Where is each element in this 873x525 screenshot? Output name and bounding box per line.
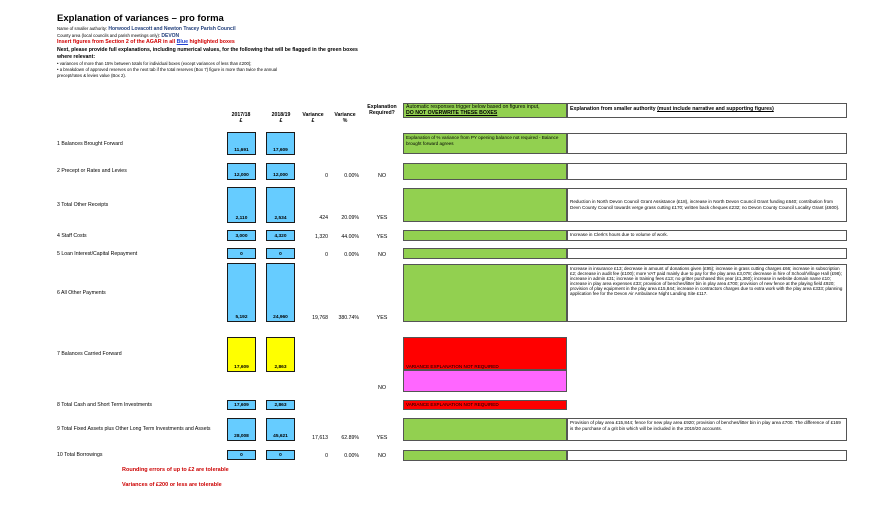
- explanation-input-row-5[interactable]: [567, 248, 847, 259]
- instruction-2: • a breakdown of approved reserves on the next tab if the total reserves (Box 7) figure is more than twice the annual: [57, 67, 278, 72]
- variance-pct-row-10: 0.00%: [344, 453, 359, 459]
- variance-row-4: 1,320: [315, 234, 328, 240]
- explanation-required-row-2: NO: [377, 173, 387, 179]
- page-title: Explanation of variances – pro forma: [57, 13, 224, 24]
- instruction-3: precept/rates & levies value (Box 2).: [57, 73, 127, 78]
- input-2018-19-row-1[interactable]: 17,609: [266, 132, 295, 155]
- variance-pct-row-2: 0.00%: [344, 173, 359, 179]
- variance-pct-row-4: 44.00%: [341, 234, 359, 240]
- explanation-required-row-4: YES: [376, 234, 388, 240]
- auto-response-row-2: [403, 163, 567, 180]
- county-value[interactable]: DEVON: [161, 33, 180, 39]
- auto-response-row-4: [403, 230, 567, 241]
- input-2017-18-row-1[interactable]: 11,691: [227, 132, 256, 155]
- explanation-input-row-10[interactable]: [567, 450, 847, 461]
- auto-response-row-5: [403, 248, 567, 259]
- blue-link: Blue: [176, 39, 189, 45]
- row-label-5: 5 Loan Interest/Capital Repayment: [57, 251, 138, 257]
- county-label: County area (local councils and parish meetings only):: [57, 33, 161, 38]
- auto-response-row-8: VARIANCE EXPLANATION NOT REQUIRED: [403, 400, 567, 410]
- explanation-required-row-3: YES: [376, 215, 388, 221]
- input-2018-19-row-2[interactable]: 12,000: [266, 163, 295, 180]
- row-label-3: 3 Total Other Receipts: [57, 202, 109, 208]
- input-2018-19-row-8[interactable]: 2,863: [266, 400, 295, 410]
- instructions-heading: Next, please provide full explanations, including numerical values, for the following that will be flagged in the green boxes where relevant:: [57, 47, 358, 60]
- input-2018-19-row-9[interactable]: 45,621: [266, 418, 295, 441]
- variance-row-10: 0: [325, 453, 328, 459]
- col-header-2017-18: 2017/18 £: [231, 112, 251, 124]
- col-header-variance-pct: Variance %: [334, 112, 356, 124]
- explanation-required-row-10: NO: [377, 453, 387, 459]
- col-header-2018-19: 2018/19 £: [271, 112, 291, 124]
- input-2017-18-row-2[interactable]: 12,000: [227, 163, 256, 180]
- rounding-note: Rounding errors of up to £2 are tolerable: [122, 467, 229, 473]
- input-2018-19-row-3[interactable]: 2,534: [266, 187, 295, 223]
- auto-response-row-7: VARIANCE EXPLANATION NOT REQUIRED: [403, 337, 567, 370]
- variance-pct-row-9: 62.89%: [341, 435, 359, 441]
- explanation-required-row-7: NO: [377, 385, 387, 391]
- input-2017-18-row-9[interactable]: 28,008: [227, 418, 256, 441]
- row-label-7: 7 Balances Carried Forward: [57, 351, 122, 357]
- variance-tolerance-note: Variances of £200 or less are tolerable: [122, 482, 222, 488]
- authority-name-row: [57, 26, 236, 32]
- instruction-1: • variances of more than 15% between totals for individual boxes (except variances of less than £200);: [57, 61, 252, 66]
- auto-response-row-3: [403, 188, 567, 222]
- input-2017-18-row-10[interactable]: 0: [227, 450, 256, 460]
- input-2017-18-row-4[interactable]: 3,000: [227, 230, 256, 241]
- input-2017-18-row-8[interactable]: 17,609: [227, 400, 256, 410]
- auto-response-row-1: Explanation of % variance from PY opening balance not required - Balance brought forward agrees: [403, 133, 567, 154]
- authority-name-label: Name of smaller authority:: [57, 26, 108, 31]
- input-2018-19-row-6[interactable]: 24,960: [266, 263, 295, 322]
- explanation-required-row-6: YES: [376, 315, 388, 321]
- variance-row-9: 17,613: [312, 435, 328, 441]
- auto-response-row-10: [403, 450, 567, 461]
- auto-response-row-6: [403, 264, 567, 322]
- input-2017-18-row-6[interactable]: 5,192: [227, 263, 256, 322]
- explanation-header: Explanation from smaller authority (must include narrative and supporting figures): [567, 103, 847, 118]
- row-label-10: 10 Total Borrowings: [57, 452, 103, 458]
- authority-name-value[interactable]: Horwood Lovacott and Newton Tracey Parish Council: [108, 26, 236, 32]
- explanation-input-row-6[interactable]: Increase in insurance £13; decrease in amount of donations given (£95); increase in grass cutting charges £66; increase in subscription £2; decrease in audit fee (£100); more VAT paid mainly due to pay for the play area £3,078; decrease in hire of School/Village Hall (£98); increase in admin £31; increase in training fees £13; no gritter purchased this year (£1,360); increase in website domain name £10; increase in play area expenses £33; provision of benches/litter bin in play area £700; provision of new fence at the playing field £920; provision of play equipment in the play area £15,844; increase in contractors charges due to extra work with the play area £333; planning application fee for the Devon Air Ambulance Night Landing Site £117.: [567, 264, 847, 322]
- col-header-variance: Variance £: [302, 112, 324, 124]
- explanation-input-row-1[interactable]: [567, 133, 847, 154]
- explanation-input-row-9[interactable]: Provision of play area £15,844; fence for new play area £920; provision of benches/litter bin in play area £700. The difference of £169 is the purchase of a grit bin which will be included in the 2019/20 accounts.: [567, 418, 847, 441]
- auto-responses-header: Automatic responses trigger below based on figures input, DO NOT OVERWRITE THESE BOXES: [403, 103, 567, 118]
- variance-row-5: 0: [325, 252, 328, 258]
- explanation-input-row-3[interactable]: Reduction in North Devon Council Grant Assistance (£18), increase in North Devon Council Grant funding £640; contribution from Devn County Council towards verge grass cutting £170; written back cheques £232; no Devon County Council Locality Grant (£600).: [567, 188, 847, 222]
- explanation-input-row-4[interactable]: Increase in Clerk's hours due to volume of work.: [567, 230, 847, 241]
- value-2017-18-row-7: 17,609: [227, 337, 256, 372]
- row-label-8: 8 Total Cash and Short Term Investments: [57, 402, 152, 408]
- variance-pct-row-3: 20.09%: [341, 215, 359, 221]
- row-label-2: 2 Precept or Rates and Levies: [57, 168, 127, 174]
- input-2018-19-row-4[interactable]: 4,320: [266, 230, 295, 241]
- row-label-6: 6 All Other Payments: [57, 290, 106, 296]
- input-2018-19-row-10[interactable]: 0: [266, 450, 295, 460]
- variance-pct-row-6: 380.74%: [338, 315, 359, 321]
- variance-row-6: 19,768: [312, 315, 328, 321]
- explanation-required-row-5: NO: [377, 252, 387, 258]
- variance-row-2: 0: [325, 173, 328, 179]
- value-2018-19-row-7: 2,863: [266, 337, 295, 372]
- variance-pct-row-5: 0.00%: [344, 252, 359, 258]
- insert-figures-instruction: Insert figures from Section 2 of the AGAR in all Blue highlighted boxes: [57, 39, 235, 45]
- row-label-4: 4 Staff Costs: [57, 233, 87, 239]
- auto-response-row-9: [403, 418, 567, 441]
- input-2017-18-row-3[interactable]: 2,110: [227, 187, 256, 223]
- row-label-1: 1 Balances Brought Forward: [57, 141, 123, 147]
- auto-response-row-7-secondary: [403, 370, 567, 392]
- explanation-required-row-9: YES: [376, 435, 388, 441]
- col-header-explanation-required: Explanation Required?: [367, 104, 397, 116]
- variance-row-3: 424: [319, 215, 328, 221]
- explanation-input-row-2[interactable]: [567, 163, 847, 180]
- input-2017-18-row-5[interactable]: 0: [227, 248, 256, 259]
- row-label-9: 9 Total Fixed Assets plus Other Long Term Investments and Assets: [57, 426, 211, 432]
- input-2018-19-row-5[interactable]: 0: [266, 248, 295, 259]
